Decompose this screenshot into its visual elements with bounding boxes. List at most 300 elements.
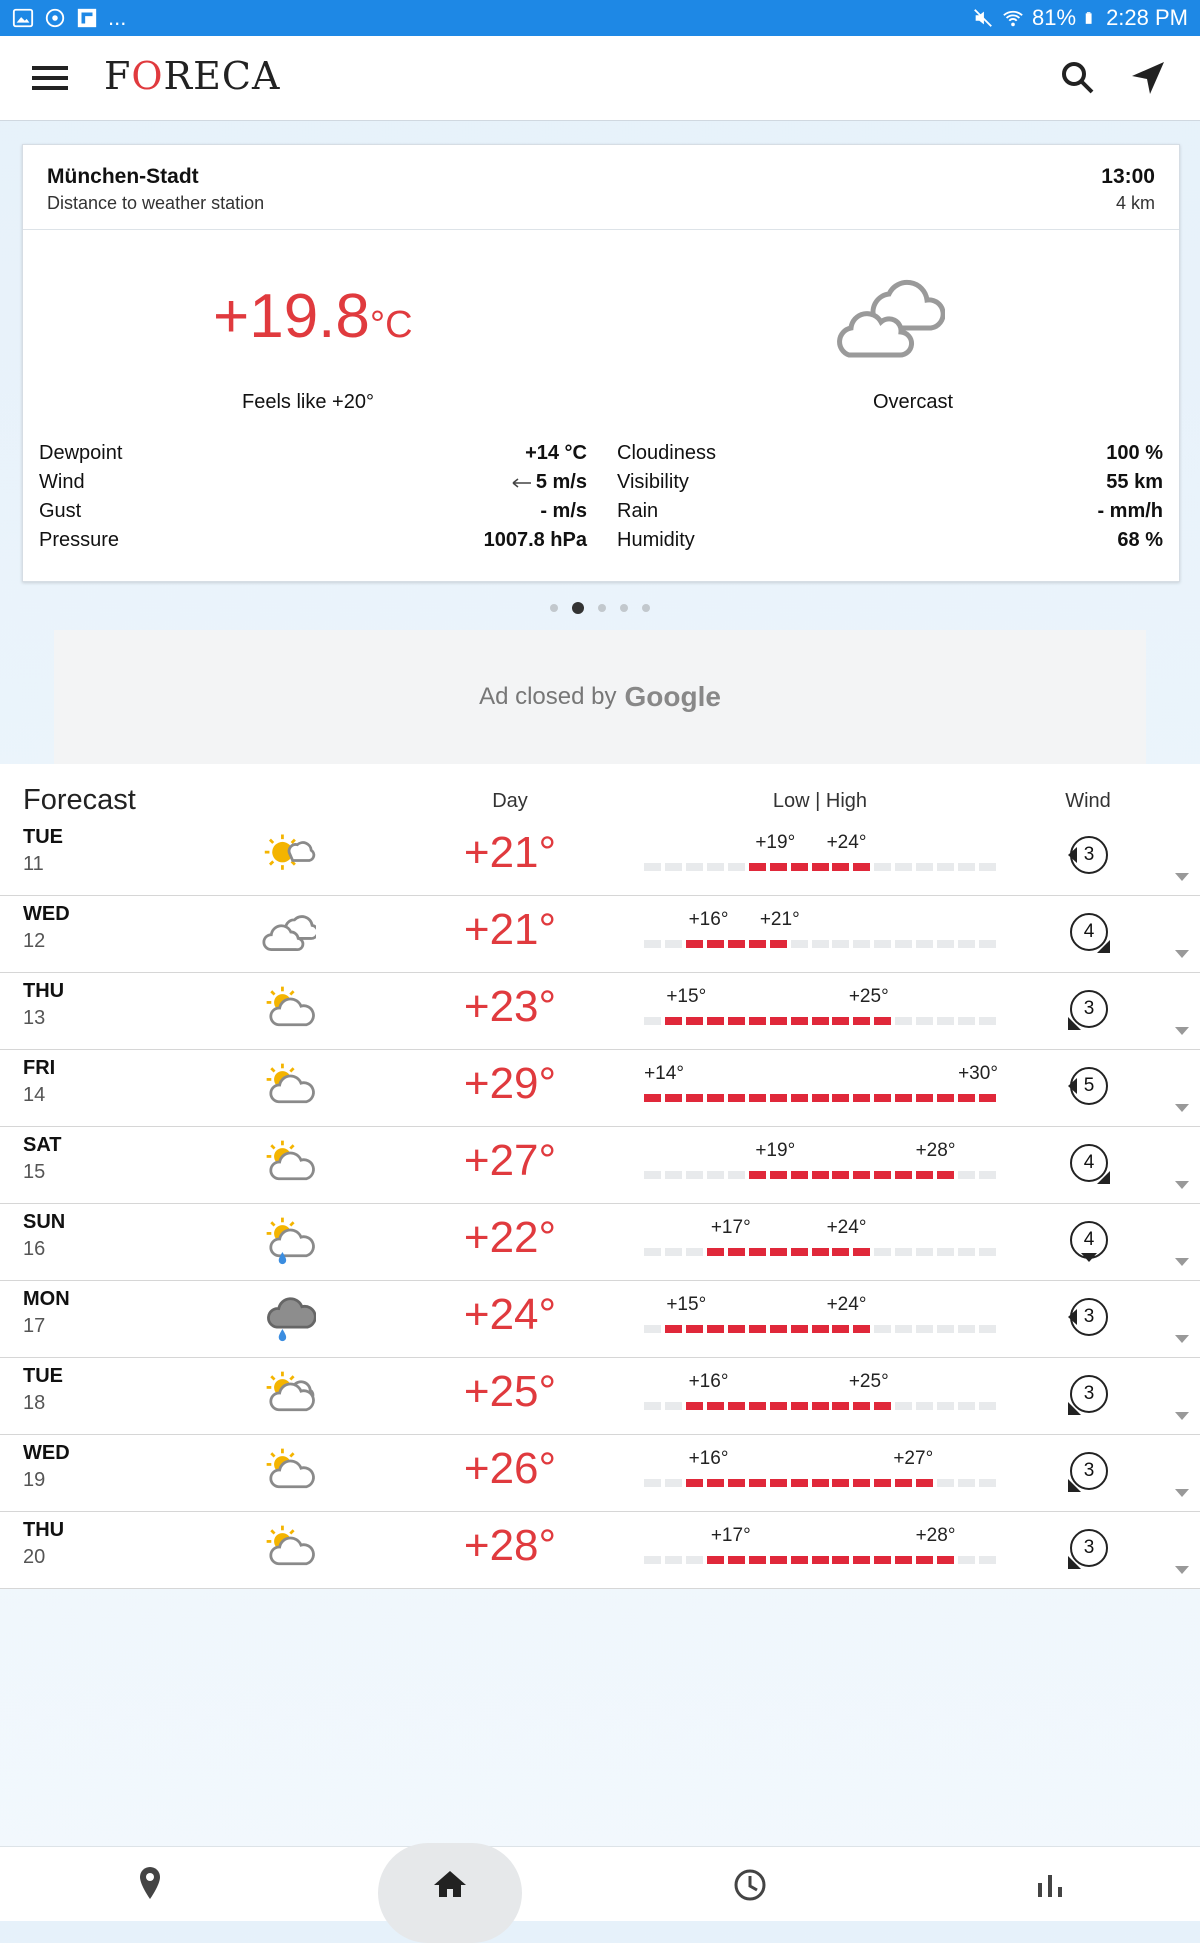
flipboard-icon (76, 7, 98, 29)
range-segment (895, 863, 912, 871)
range-segment (770, 1402, 787, 1410)
range-segment (644, 1017, 661, 1025)
detail-label: Dewpoint (39, 442, 123, 464)
range-segment (770, 1248, 787, 1256)
temperature-range-bar (644, 1059, 1000, 1115)
forecast-date: 14 (23, 1084, 46, 1106)
range-segment (644, 1325, 661, 1333)
range-segment (916, 1248, 933, 1256)
detail-value-text: - m/s (540, 500, 587, 522)
range-segment (895, 940, 912, 948)
forecast-high: +28° (915, 1140, 956, 1161)
forecast-high: +25° (848, 986, 889, 1007)
range-segment (728, 1248, 745, 1256)
range-segment (728, 1402, 745, 1410)
range-segment (916, 1171, 933, 1179)
range-segment (707, 940, 724, 948)
range-segment (707, 1556, 724, 1564)
battery-icon (1084, 7, 1098, 29)
pager-dot[interactable] (620, 604, 628, 612)
range-segment (853, 1402, 870, 1410)
detail-label: Visibility (617, 471, 689, 493)
clock-time: 2:28 PM (1106, 5, 1188, 30)
temperature-range-bar (644, 1136, 1000, 1192)
range-segment (707, 1017, 724, 1025)
pager-dot[interactable] (642, 604, 650, 612)
detail-row (39, 497, 587, 526)
detail-row (617, 439, 1163, 468)
forecast-low: +19° (755, 1140, 796, 1161)
detail-value-text: +14 °C (525, 442, 587, 464)
forecast-date: 13 (23, 1007, 46, 1029)
range-segment (937, 1017, 954, 1025)
expand-caret-icon[interactable] (1174, 1257, 1190, 1267)
range-segment (874, 1248, 891, 1256)
range-segment (958, 1556, 975, 1564)
range-segment (895, 1402, 912, 1410)
forecast-row[interactable] (0, 1049, 1200, 1127)
detail-label: Humidity (617, 529, 695, 551)
dark-cloud-rain-icon (260, 1290, 316, 1342)
observation-time: 13:00 (1101, 165, 1155, 188)
wind-speed: 5 (1083, 1075, 1095, 1096)
forecast-day-temperature: +28° (463, 1521, 557, 1570)
column-wind: Wind (1065, 790, 1111, 812)
detail-value (525, 439, 587, 468)
expand-caret-icon[interactable] (1174, 1488, 1190, 1498)
forecast-row[interactable] (0, 1357, 1200, 1435)
detail-row (39, 526, 587, 555)
forecast-high: +28° (915, 1525, 956, 1546)
range-segment (895, 1171, 912, 1179)
forecast-day-of-week: WED (23, 903, 70, 925)
battery-level: 81% (1032, 5, 1077, 30)
ad-closed-text: Ad closed by (479, 683, 617, 710)
detail-label: Wind (39, 471, 85, 493)
cloudy-icon (260, 905, 316, 957)
detail-value-text: 5 m/s (535, 471, 587, 493)
detail-row (39, 439, 587, 468)
range-segment (686, 1479, 703, 1487)
detail-value (1097, 497, 1163, 526)
forecast-low: +14° (644, 1063, 684, 1084)
wind-speed: 3 (1083, 1306, 1095, 1327)
range-segment (665, 1171, 682, 1179)
forecast-day-temperature: +26° (463, 1444, 557, 1493)
expand-caret-icon[interactable] (1174, 1565, 1190, 1575)
range-segment (853, 863, 870, 871)
bar-chart-icon[interactable] (1026, 1861, 1074, 1909)
pager-dot[interactable] (550, 604, 558, 612)
status-bar (0, 0, 1200, 36)
range-segment (644, 940, 661, 948)
forecast-list (0, 764, 1200, 1588)
range-segment (916, 1017, 933, 1025)
range-segment (791, 1094, 808, 1102)
range-segment (707, 1171, 724, 1179)
range-segment (874, 1479, 891, 1487)
status-more: ... (108, 5, 127, 30)
detail-label: Gust (39, 500, 82, 522)
range-segment (665, 1325, 682, 1333)
forecast-high: +30° (958, 1063, 998, 1084)
range-segment (853, 1248, 870, 1256)
column-day: Day (492, 790, 528, 812)
forecast-row[interactable] (0, 972, 1200, 1050)
range-segment (958, 1248, 975, 1256)
range-segment (874, 863, 891, 871)
home-icon[interactable] (426, 1861, 474, 1909)
detail-value (512, 468, 587, 497)
temperature-range-bar (644, 1213, 1000, 1269)
sun-behind-cloud-icon (260, 1136, 316, 1188)
forecast-day-of-week: SAT (23, 1134, 62, 1156)
station-distance-label: Distance to weather station (47, 193, 265, 213)
gallery-icon (12, 7, 34, 29)
range-segment (770, 1325, 787, 1333)
forecast-high: +27° (893, 1448, 934, 1469)
range-segment (728, 1556, 745, 1564)
forecast-date: 18 (23, 1392, 46, 1414)
forecast-date: 17 (23, 1315, 46, 1337)
forecast-date: 15 (23, 1161, 46, 1183)
forecast-day-of-week: SUN (23, 1211, 66, 1233)
range-segment (686, 1556, 703, 1564)
forecast-day-of-week: THU (23, 980, 65, 1002)
range-segment (832, 1556, 849, 1564)
range-segment (749, 1402, 766, 1410)
range-segment (686, 1325, 703, 1333)
menu-icon[interactable] (32, 62, 68, 94)
range-segment (832, 1479, 849, 1487)
range-segment (874, 1094, 891, 1102)
expand-caret-icon[interactable] (1174, 1026, 1190, 1036)
range-segment (665, 940, 682, 948)
wifi-icon (1002, 7, 1024, 29)
range-segment (770, 940, 787, 948)
forecast-date: 20 (23, 1546, 46, 1568)
forecast-row[interactable] (0, 1126, 1200, 1204)
pager-dot[interactable] (598, 604, 606, 612)
detail-value-text: 55 km (1106, 471, 1163, 493)
sun-behind-cloud-icon (260, 1521, 316, 1573)
range-segment (749, 863, 766, 871)
range-segment (916, 1402, 933, 1410)
range-segment (644, 1556, 661, 1564)
forecast-row[interactable] (0, 1203, 1200, 1281)
range-segment (832, 1402, 849, 1410)
forecast-day-of-week: FRI (23, 1057, 56, 1079)
range-segment (770, 1171, 787, 1179)
range-segment (937, 1479, 954, 1487)
range-segment (979, 1094, 996, 1102)
range-segment (895, 1017, 912, 1025)
range-segment (791, 1402, 808, 1410)
expand-caret-icon[interactable] (1174, 1411, 1190, 1421)
forecast-low: +19° (755, 832, 796, 853)
app-bar (0, 36, 1200, 121)
forecast-row[interactable] (0, 1511, 1200, 1589)
range-segment (832, 1325, 849, 1333)
temperature-range-bar (644, 905, 1000, 961)
forecast-day-temperature: +24° (463, 1290, 557, 1339)
range-segment (832, 940, 849, 948)
range-segment (791, 1171, 808, 1179)
temperature-range-bar (644, 1521, 1000, 1577)
range-segment (958, 1402, 975, 1410)
forecast-day-of-week: TUE (23, 1365, 63, 1387)
forecast-day-of-week: WED (23, 1442, 70, 1464)
forecast-low: +16° (688, 1371, 729, 1392)
wind-speed: 3 (1083, 1537, 1095, 1558)
forecast-row[interactable] (0, 1280, 1200, 1358)
range-segment (832, 1171, 849, 1179)
range-segment (937, 863, 954, 871)
navigation-arrow-icon[interactable] (1128, 58, 1168, 98)
range-segment (686, 1402, 703, 1410)
range-segment (832, 863, 849, 871)
range-segment (853, 1094, 870, 1102)
pager-dot[interactable] (572, 602, 584, 614)
wind-direction-arrow-icon (512, 478, 532, 488)
detail-value-text: 68 % (1117, 529, 1163, 551)
detail-value (1106, 439, 1163, 468)
forecast-day-temperature: +22° (463, 1213, 557, 1262)
detail-row (39, 468, 587, 497)
forecast-low: +17° (710, 1217, 751, 1238)
range-segment (832, 1094, 849, 1102)
clock-icon[interactable] (726, 1861, 774, 1909)
range-segment (791, 1248, 808, 1256)
forecast-row[interactable] (0, 1434, 1200, 1512)
detail-row (617, 468, 1163, 497)
range-segment (665, 1556, 682, 1564)
range-segment (895, 1094, 912, 1102)
forecast-title: Forecast (23, 784, 136, 816)
forecast-day-temperature: +25° (463, 1367, 557, 1416)
range-segment (791, 1556, 808, 1564)
forecast-low: +15° (666, 986, 707, 1007)
expand-caret-icon[interactable] (1174, 1180, 1190, 1190)
range-segment (853, 1017, 870, 1025)
range-segment (979, 1479, 996, 1487)
range-segment (812, 863, 829, 871)
range-segment (665, 1402, 682, 1410)
range-segment (812, 1479, 829, 1487)
range-segment (853, 1479, 870, 1487)
range-segment (916, 1479, 933, 1487)
expand-caret-icon[interactable] (1174, 1334, 1190, 1344)
range-segment (812, 1017, 829, 1025)
range-segment (979, 1248, 996, 1256)
range-segment (770, 1094, 787, 1102)
range-segment (812, 1171, 829, 1179)
range-segment (832, 1017, 849, 1025)
temperature-range-bar (644, 828, 1000, 884)
range-segment (644, 1248, 661, 1256)
forecast-day-temperature: +21° (463, 828, 557, 877)
range-segment (665, 1017, 682, 1025)
range-segment (812, 1556, 829, 1564)
wind-speed: 3 (1083, 1383, 1095, 1404)
range-segment (937, 1094, 954, 1102)
location-pin-icon[interactable] (126, 1861, 174, 1909)
range-segment (665, 1248, 682, 1256)
forecast-high: +24° (826, 832, 867, 853)
range-segment (707, 1402, 724, 1410)
range-segment (979, 1556, 996, 1564)
range-segment (644, 1479, 661, 1487)
range-segment (812, 1402, 829, 1410)
forecast-high: +21° (759, 909, 800, 930)
range-segment (916, 1556, 933, 1564)
range-segment (644, 1402, 661, 1410)
range-segment (958, 863, 975, 871)
range-segment (791, 1325, 808, 1333)
detail-row (617, 497, 1163, 526)
mute-icon (972, 7, 994, 29)
detail-label: Cloudiness (617, 442, 716, 464)
range-segment (770, 1556, 787, 1564)
forecast-day-temperature: +27° (463, 1136, 557, 1185)
foreca-logo: FORECA (104, 54, 281, 98)
forecast-day-temperature: +29° (463, 1059, 557, 1108)
column-low-high: Low | High (772, 790, 868, 812)
range-segment (749, 1017, 766, 1025)
range-segment (832, 1248, 849, 1256)
station-distance: 4 km (1115, 193, 1155, 213)
wind-speed: 3 (1083, 844, 1095, 865)
sun-behind-cloud-icon (260, 1059, 316, 1111)
range-segment (728, 1479, 745, 1487)
range-segment (853, 1556, 870, 1564)
range-segment (686, 1017, 703, 1025)
detail-value (540, 497, 587, 526)
detail-label: Rain (617, 500, 659, 522)
range-segment (853, 940, 870, 948)
forecast-low: +16° (688, 1448, 729, 1469)
range-segment (707, 1325, 724, 1333)
forecast-date: 11 (23, 853, 44, 875)
range-segment (937, 1556, 954, 1564)
range-segment (916, 863, 933, 871)
wind-speed: 4 (1083, 1229, 1095, 1250)
range-segment (749, 1479, 766, 1487)
range-segment (979, 1017, 996, 1025)
ad-banner (54, 630, 1146, 764)
forecast-row[interactable] (0, 895, 1200, 973)
forecast-day-of-week: THU (23, 1519, 65, 1541)
range-segment (644, 1094, 661, 1102)
range-segment (916, 1325, 933, 1333)
range-segment (979, 863, 996, 871)
feels-like: Feels like +20° (242, 391, 374, 413)
range-segment (874, 1325, 891, 1333)
range-segment (749, 940, 766, 948)
range-segment (728, 1171, 745, 1179)
range-segment (874, 1556, 891, 1564)
range-segment (644, 1171, 661, 1179)
range-segment (812, 1248, 829, 1256)
wind-speed: 4 (1083, 1152, 1095, 1173)
range-segment (770, 1479, 787, 1487)
temperature-range-bar (644, 982, 1000, 1038)
range-segment (937, 1171, 954, 1179)
range-segment (728, 1017, 745, 1025)
range-segment (853, 1171, 870, 1179)
detail-value-text: 1007.8 hPa (483, 529, 587, 551)
range-segment (791, 940, 808, 948)
range-segment (665, 863, 682, 871)
detail-value (1117, 526, 1163, 555)
forecast-date: 16 (23, 1238, 46, 1260)
range-segment (707, 1479, 724, 1487)
range-segment (686, 1094, 703, 1102)
search-icon[interactable] (1058, 58, 1098, 98)
range-segment (874, 1017, 891, 1025)
sun-behind-cloud-icon (260, 982, 316, 1034)
range-segment (791, 1017, 808, 1025)
range-segment (958, 1094, 975, 1102)
forecast-high: +25° (848, 1371, 889, 1392)
range-segment (874, 1402, 891, 1410)
forecast-low: +15° (666, 1294, 707, 1315)
range-segment (707, 863, 724, 871)
range-segment (665, 1094, 682, 1102)
range-segment (895, 1479, 912, 1487)
sun-behind-clouds-icon (260, 1367, 316, 1419)
range-segment (958, 1325, 975, 1333)
temperature-range-bar (644, 1367, 1000, 1423)
range-segment (937, 940, 954, 948)
range-segment (979, 1325, 996, 1333)
detail-value-text: 100 % (1106, 442, 1163, 464)
range-segment (707, 1094, 724, 1102)
range-segment (937, 1402, 954, 1410)
forecast-low: +16° (688, 909, 729, 930)
range-segment (812, 1094, 829, 1102)
range-segment (895, 1248, 912, 1256)
expand-caret-icon[interactable] (1174, 949, 1190, 959)
forecast-day-temperature: +23° (463, 982, 557, 1031)
station-name: München-Stadt (47, 165, 199, 188)
range-segment (728, 863, 745, 871)
condition-text: Overcast (872, 391, 954, 413)
range-segment (707, 1248, 724, 1256)
detail-value (1106, 468, 1163, 497)
expand-caret-icon[interactable] (1174, 872, 1190, 882)
range-segment (749, 1171, 766, 1179)
range-segment (686, 1171, 703, 1179)
forecast-row[interactable] (0, 818, 1200, 896)
range-segment (686, 940, 703, 948)
current-weather-card[interactable] (22, 144, 1180, 582)
range-segment (728, 940, 745, 948)
temperature-unit: °C (369, 304, 413, 346)
range-segment (853, 1325, 870, 1333)
temperature-range-bar (644, 1290, 1000, 1346)
wind-speed: 3 (1083, 1460, 1095, 1481)
range-segment (791, 863, 808, 871)
range-segment (937, 1325, 954, 1333)
temperature-range-bar (644, 1444, 1000, 1500)
ad-brand: Google (624, 681, 721, 712)
expand-caret-icon[interactable] (1174, 1103, 1190, 1113)
range-segment (958, 940, 975, 948)
wind-speed: 4 (1083, 921, 1095, 942)
card-pager[interactable] (0, 602, 1200, 614)
partly-cloudy-sun-icon (260, 828, 316, 880)
